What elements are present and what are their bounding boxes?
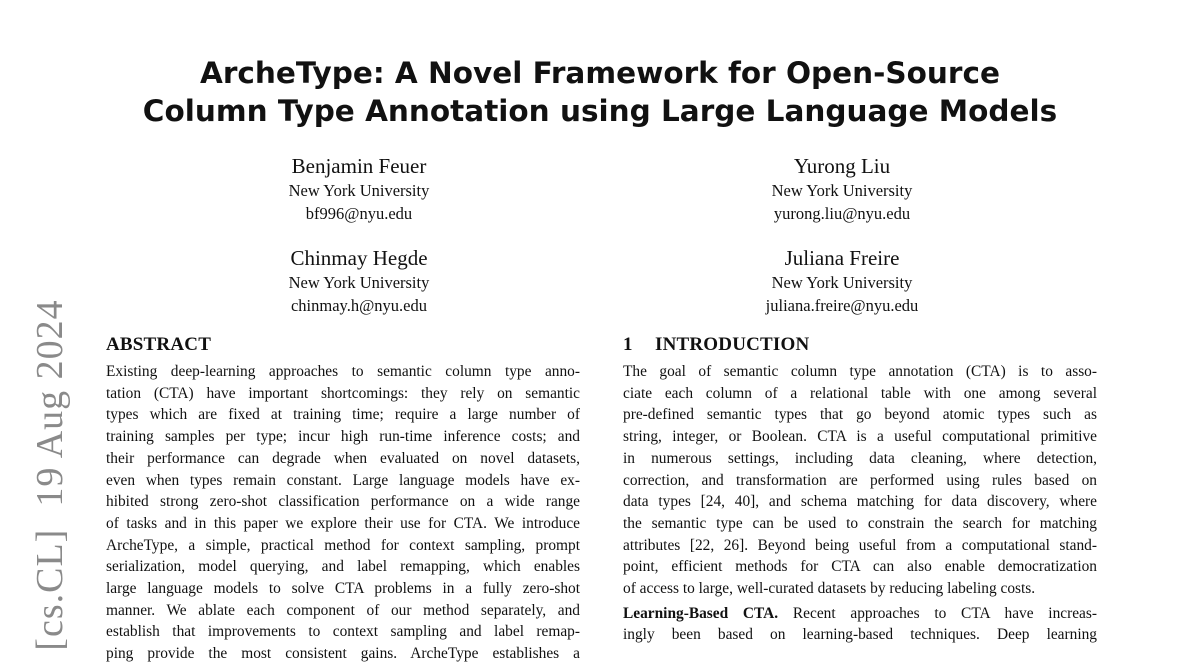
intro-line: ingly been based on learning-based techniques. Deep learning (623, 626, 1097, 644)
intro-line: The goal of semantic column type annotation (CTA) is to asso- (623, 363, 1097, 380)
abstract-line: large language models to solve CTA problems in a fully zero-shot (106, 580, 580, 598)
introduction-section (623, 333, 1097, 646)
author-affiliation: New York University (771, 181, 913, 200)
intro-line: point, efficient methods for CTA can also enable democratization (623, 558, 1097, 576)
intro-line-text: Recent approaches to CTA have increas- (778, 604, 1098, 622)
author-affiliation: New York University (288, 181, 430, 200)
author-email: chinmay.h@nyu.edu (290, 296, 427, 315)
introduction-heading (623, 333, 1097, 357)
abstract-line: establish that improvements to context sampling and label remap- (106, 623, 580, 641)
intro-line: of access to large, well-curated datasets by reducing labeling costs. (623, 580, 1036, 598)
intro-line: data types [24, 40], and schema matching for data discovery, where (623, 493, 1097, 511)
paper-title (0, 54, 1200, 130)
author-name: Juliana Freire (784, 246, 900, 270)
author-email: yurong.liu@nyu.edu (773, 204, 911, 223)
intro-line: in numerous settings, including data cleaning, where detection, (623, 449, 1097, 467)
author-block (189, 245, 529, 317)
author-name: Benjamin Feuer (291, 154, 427, 178)
abstract-line: ArcheType, a simple, practical method for context sampling, prompt (106, 536, 580, 554)
intro-line: correction, and transformation are performed using rules based on (623, 471, 1097, 489)
author-block (189, 153, 529, 225)
abstract-line: their performance can degrade when evaluated on novel datasets, (106, 449, 580, 467)
abstract-section (106, 333, 580, 665)
arxiv-date: 19 Aug 2024 (29, 299, 71, 507)
author-affiliation: New York University (771, 273, 913, 292)
author-email: juliana.freire@nyu.edu (765, 296, 919, 315)
abstract-line: tation (CTA) have important shortcomings: they rely on semantic (106, 384, 580, 402)
arxiv-category: [cs.CL] (29, 528, 71, 651)
abstract-line: Existing deep-learning approaches to semantic column type anno- (106, 363, 580, 380)
abstract-line: manner. We ablate each component of our method separately, and (106, 601, 580, 619)
author-affiliation: New York University (288, 273, 430, 292)
intro-line: ciate each column of a relational table with one among several (623, 384, 1097, 402)
abstract-heading: ABSTRACT (106, 334, 212, 355)
intro-line: pre-defined semantic types that go beyond atomic types such as (623, 406, 1097, 424)
title-line-1: ArcheType: A Novel Framework for Open-Source (200, 56, 1000, 90)
author-block (672, 245, 1012, 317)
intro-line: attributes [22, 26]. Beyond being useful from a computational stand- (623, 536, 1097, 554)
abstract-line: types which are fixed at training time; require a large number of (106, 406, 580, 424)
abstract-line: of tasks and in this paper we explore their use for CTA. We introduce (106, 514, 580, 532)
abstract-text (106, 361, 580, 665)
intro-line (623, 603, 1097, 625)
author-name: Chinmay Hegde (290, 246, 428, 270)
introduction-paragraph-2 (623, 603, 1097, 646)
abstract-line: hibited strong zero-shot classification performance on a wide range (106, 493, 580, 511)
intro-line: string, integer, or Boolean. CTA is a useful computational primitive (623, 428, 1097, 446)
abstract-line: ping provide the most consistent gains. ArcheType establishes a (106, 645, 580, 663)
section-title: INTRODUCTION (655, 334, 810, 355)
author-name: Yurong Liu (793, 154, 891, 178)
author-block (672, 153, 1012, 225)
introduction-paragraph-1 (623, 361, 1097, 600)
author-email: bf996@nyu.edu (305, 204, 413, 223)
abstract-line: training samples per type; incur high run-time inference costs; and (106, 428, 580, 446)
abstract-line: serialization, model querying, and label remapping, which enables (106, 558, 580, 576)
arxiv-stamp (28, 299, 72, 650)
title-line-2: Column Type Annotation using Large Language Models (142, 94, 1058, 128)
intro-line: the semantic type can be used to constrain the search for matching (623, 514, 1097, 532)
paragraph-run-in-heading: Learning-Based CTA. (623, 604, 779, 622)
abstract-line: even when types remain constant. Large language models have ex- (106, 471, 580, 489)
section-number: 1 (623, 334, 633, 355)
